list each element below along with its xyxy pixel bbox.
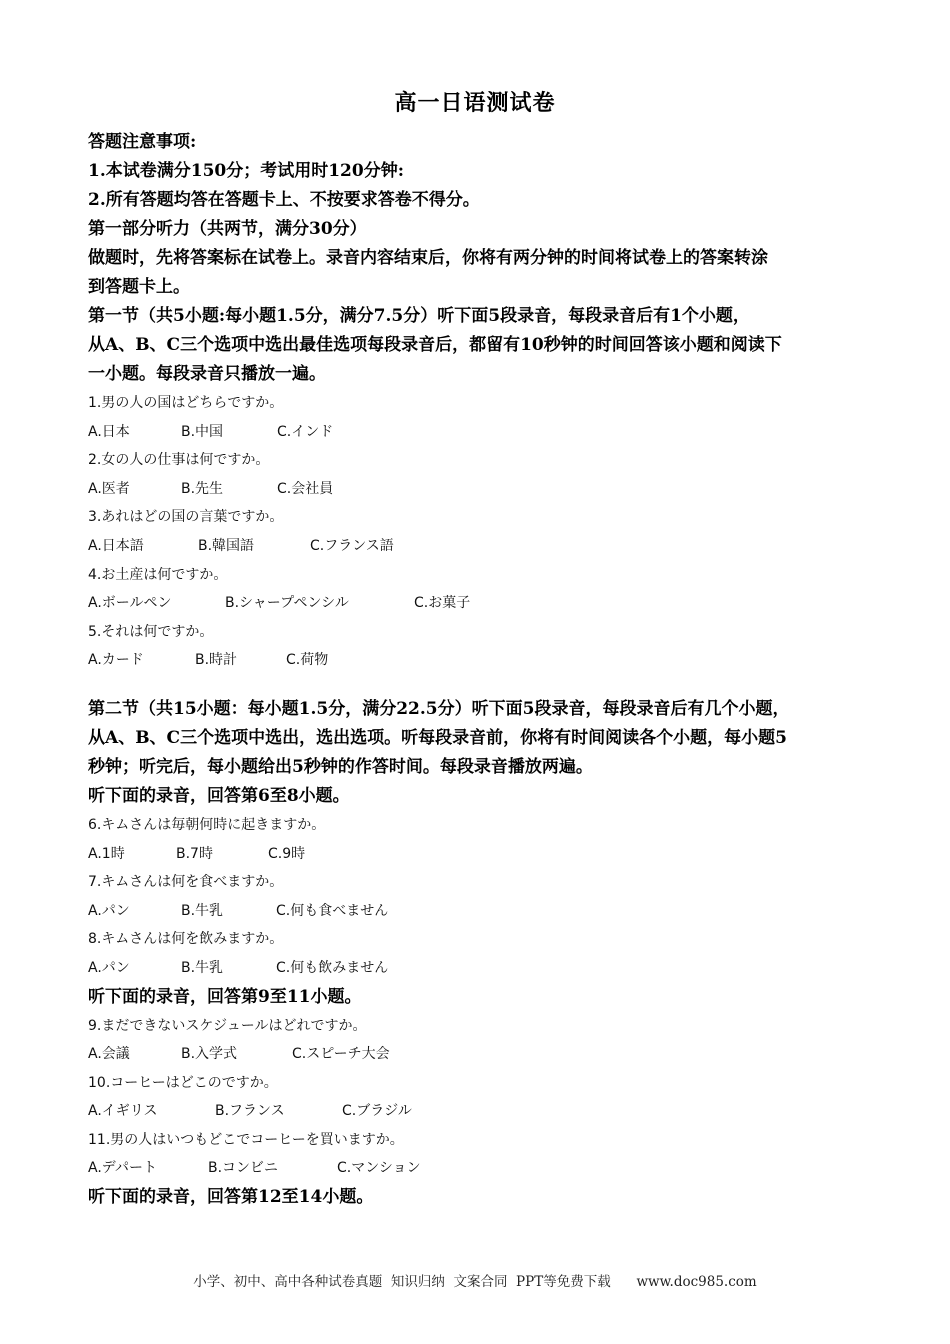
option-b: B.7時	[176, 845, 213, 862]
answer-options	[88, 1097, 878, 1126]
group-heading: 听下面的录音，回答第6至8小题。	[88, 785, 350, 806]
option-a: A.医者	[88, 480, 130, 497]
question-text: 6.キムさんは毎朝何時に起きますか。	[88, 816, 326, 833]
question-text: 4.お土産は何ですか。	[88, 566, 228, 583]
option-c: C.スピーチ大会	[292, 1046, 390, 1063]
group-heading: 听下面的录音，回答第12至14小题。	[88, 1187, 374, 1208]
question-item	[88, 868, 878, 925]
option-b: B.フランス	[215, 1103, 285, 1120]
option-c: C.マンション	[337, 1160, 421, 1177]
question-item	[88, 811, 878, 868]
section2-instruction: 秒钟；听完后，每小题给出5秒钟的作答时间。每段录音播放两遍。	[88, 756, 593, 777]
option-b: B.牛乳	[181, 902, 224, 919]
spacer	[88, 675, 878, 695]
section1-instruction: 从A、B、C三个选项中选出最佳选项每段录音后，都留有10秒钟的时间回答该小题和阅读下	[88, 335, 782, 355]
question-item	[88, 1126, 878, 1183]
question-text: 8.キムさんは何を飲みますか。	[88, 931, 284, 948]
notes-heading: 答题注意事项:	[88, 132, 197, 152]
answer-options	[88, 840, 878, 869]
notes-line-1: 1.本试卷满分150分；考试用时120分钟:	[88, 161, 404, 181]
option-c: C.荷物	[286, 652, 329, 669]
answer-options	[88, 954, 878, 983]
section1-instruction: 第一节（共5小题:每小题1.5分，满分7.5分）听下面5段录音，每段录音后有1个小题，	[88, 306, 750, 326]
answer-options	[88, 532, 878, 561]
option-a: A.パン	[88, 959, 130, 976]
answer-options	[88, 1040, 878, 1069]
answer-options	[88, 418, 878, 447]
section2-instruction: 第二节（共15小题：每小题1.5分，满分22.5分）听下面5段录音，每段录音后有几个小题，	[88, 698, 790, 719]
answer-options	[88, 475, 878, 504]
question-item	[88, 1012, 878, 1069]
option-c: C.インド	[277, 423, 334, 440]
option-a: A.カード	[88, 652, 144, 669]
question-text: 3.あれはどの国の言葉ですか。	[88, 509, 284, 526]
option-c: C.何も食べません	[276, 902, 389, 919]
option-c: C.9時	[268, 845, 306, 862]
option-a: A.ボールペン	[88, 595, 172, 612]
question-item	[88, 618, 878, 675]
option-c: C.何も飲みません	[276, 959, 389, 976]
option-a: A.パン	[88, 902, 130, 919]
question-item	[88, 1069, 878, 1126]
option-b: B.入学式	[181, 1046, 238, 1063]
exam-content	[88, 128, 878, 1212]
option-c: C.会社員	[277, 480, 334, 497]
question-text: 5.それは何ですか。	[88, 623, 214, 640]
option-a: A.日本	[88, 423, 130, 440]
question-text: 1.男の人の国はどちらですか。	[88, 395, 284, 411]
option-b: B.先生	[181, 480, 224, 497]
question-text: 10.コーヒーはどこのですか。	[88, 1074, 278, 1091]
option-c: C.お菓子	[414, 595, 471, 612]
section2-instruction: 从A、B、C三个选项中选出，选出选项。听每段录音前，你将有时间阅读各个小题，每小题5	[88, 727, 787, 748]
section1-instruction: 一小题。每段录音只播放一遍。	[88, 364, 326, 384]
question-item	[88, 503, 878, 560]
answer-options	[88, 589, 878, 618]
option-b: B.時計	[195, 652, 238, 669]
question-text: 2.女の人の仕事は何ですか。	[88, 452, 270, 469]
option-a: A.イギリス	[88, 1103, 158, 1120]
option-c: C.ブラジル	[342, 1103, 412, 1120]
question-item	[88, 925, 878, 982]
option-b: B.韓国語	[198, 537, 255, 554]
page-title: 高一日语测试卷	[394, 90, 556, 116]
option-b: B.シャープペンシル	[225, 595, 349, 612]
question-text: 11.男の人はいつもどこでコーヒーを買いますか。	[88, 1131, 404, 1148]
option-b: B.中国	[181, 423, 224, 440]
question-item	[88, 561, 878, 618]
question-text: 7.キムさんは何を食べますか。	[88, 874, 284, 891]
notes-line-2: 2.所有答题均答在答题卡上、不按要求答卷不得分。	[88, 190, 480, 210]
group-heading: 听下面的录音，回答第9至11小题。	[88, 986, 362, 1007]
part1-instruction: 做题时，先将答案标在试卷上。录音内容结束后，你将有两分钟的时间将试卷上的答案转涂	[88, 248, 768, 268]
option-b: B.牛乳	[181, 959, 224, 976]
question-text: 9.まだできないスケジュールはどれですか。	[88, 1017, 367, 1034]
option-a: A.日本語	[88, 537, 144, 554]
option-b: B.コンビニ	[208, 1160, 279, 1177]
answer-options	[88, 897, 878, 926]
option-a: A.会議	[88, 1046, 130, 1063]
question-item	[88, 389, 878, 446]
part1-instruction-cont: 到答题卡上。	[88, 277, 190, 297]
answer-options	[88, 646, 878, 675]
question-item	[88, 446, 878, 503]
option-a: A.デパート	[88, 1160, 157, 1177]
page-footer: 小学、初中、高中各种试卷真题 知识归纳 文案合同 PPT等免费下载 www.doc985.com	[193, 1274, 757, 1290]
option-a: A.1時	[88, 845, 125, 862]
part1-heading: 第一部分听力（共两节，满分30分）	[88, 219, 367, 239]
answer-options	[88, 1154, 878, 1183]
option-c: C.フランス語	[310, 537, 394, 554]
